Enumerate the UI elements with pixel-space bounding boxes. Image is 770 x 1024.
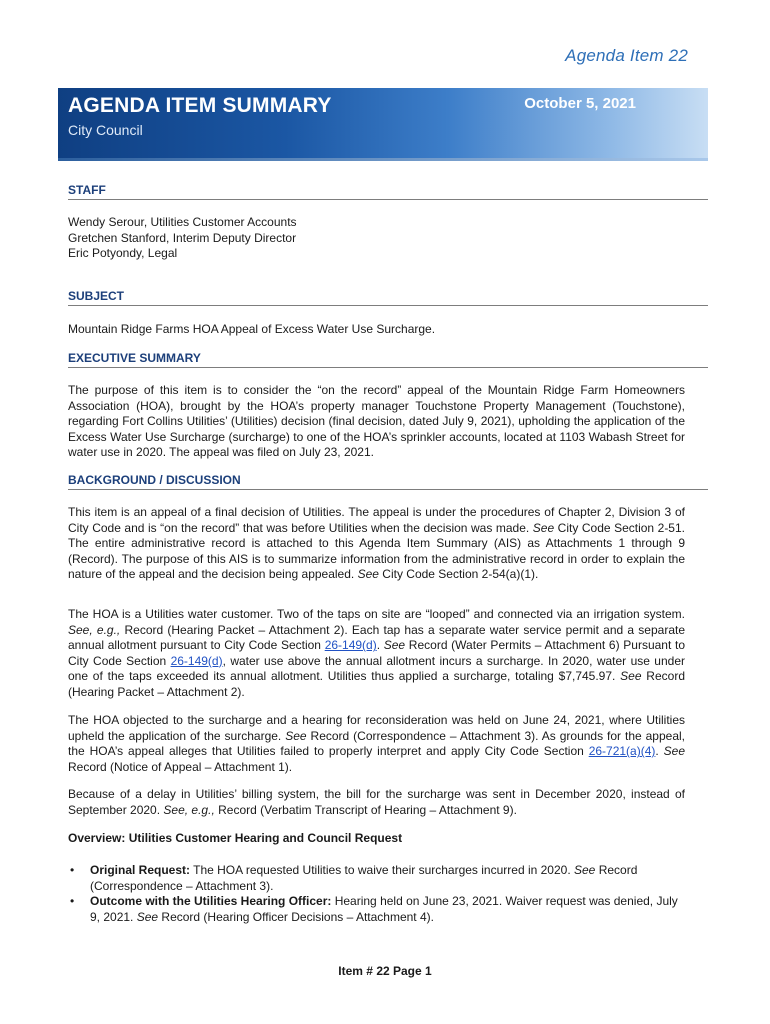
text-run: Record (Hearing Packet – Attachment 2). Each tap has a separate water service permit and a separate annual allotment pursuant to City Code Section (68, 622, 685, 653)
overview-heading: Overview: Utilities Customer Hearing and Council Request (68, 831, 403, 845)
text-run: See (136, 909, 159, 924)
text-run: See, e.g., (163, 802, 215, 817)
executive-summary-heading: EXECUTIVE SUMMARY (68, 351, 708, 368)
text-run: Record (Hearing Packet – Attachment 2). (68, 669, 685, 699)
text-run: This item is an appeal of a final decision of Utilities. The appeal is under the procedures of Chapter 2, Division 3 of City Code and is “on the record” that was before Utilities when the decision was made. (68, 505, 685, 535)
staff-name: Eric Potyondy, Legal (68, 246, 178, 261)
text-run: Record (Water Permits – Attachment 6) Pursuant to City Code Section (68, 638, 685, 668)
text-run: The HOA is a Utilities water customer. Two of the taps on site are “looped” and connected via an irrigation system. (68, 607, 685, 621)
text-run: Record (Correspondence – Attachment 3). (90, 863, 638, 893)
banner-title: AGENDA ITEM SUMMARY (68, 94, 332, 117)
subject-text: Mountain Ridge Farms HOA Appeal of Excess Water Use Surcharge. (68, 322, 436, 336)
staff-name: Gretchen Stanford, Interim Deputy Director (68, 230, 297, 245)
text-run: See (620, 669, 642, 684)
meeting-date: October 5, 2021 (524, 95, 636, 112)
text-run: Record (Correspondence – Attachment 3). As grounds for the appeal, the HOA’s appeal alleges that Utilities failed to properly interpret and apply City Code Section (68, 728, 686, 759)
background-paragraph-3 (68, 713, 685, 775)
text-run: , water use above the annual allotment incurs a surcharge. In 2020, water use under one of the taps exceeded its annual allotment. Utilities thus applied a surcharge, totaling $7,745.97. (68, 653, 685, 684)
text-run: City Code Section 2-51. The entire administrative record is attached to this Agenda Item Summary (AIS) as Attachments 1 through 9 (Record). The purpose of this AIS is to summarize information from the administrative record in order to explain the nature of the appeal and the decision being appealed. (68, 520, 685, 582)
text-run: See, e.g., (68, 622, 121, 637)
city-code-link[interactable]: 26-721(a)(4) (588, 744, 656, 759)
staff-heading: STAFF (68, 183, 708, 200)
executive-summary-text: The purpose of this item is to consider the “on the record” appeal of the Mountain Ridge Farm Homeowners Association (HOA), brought by the HOA’s property manager Touchstone Property Management (Touchstone), regarding Fort Collins Utilities’ (Utilities) decision (final decision, dated July 9, 2021), upholding the application of the Excess Water Use Surcharge (surcharge) to one of the HOA’s sprinkler accounts, located at 1103 Wabash Street for water use in 2020. The appeal was filed on July 23, 2021. (68, 383, 685, 460)
bullet-label: Outcome with the Utilities Hearing Officer: (90, 894, 332, 909)
background-paragraph-2 (68, 607, 685, 701)
background-paragraph-4 (68, 787, 685, 818)
bullet-icon: • (70, 863, 75, 877)
banner-subtitle: City Council (68, 122, 143, 138)
text-run: See (357, 567, 379, 582)
city-code-link[interactable]: 26-149(d) (324, 638, 377, 653)
staff-list (68, 215, 685, 262)
text-run: Hearing held on June 23, 2021. Waiver request was denied, July 9, 2021. (90, 894, 678, 924)
text-run: See (663, 744, 685, 759)
text-run: The HOA requested Utilities to waive their surcharges incurred in 2020. (190, 863, 574, 877)
text-run: Because of a delay in Utilities’ billing system, the bill for the surcharge was sent in December 2020, instead of September 2020. (68, 787, 685, 817)
bullet-icon: • (70, 894, 75, 909)
text-run: See (574, 863, 596, 877)
subject-heading: SUBJECT (68, 289, 708, 306)
text-run: Record (Verbatim Transcript of Hearing – Attachment 9). (214, 802, 517, 817)
text-run: See (383, 638, 406, 653)
city-code-link[interactable]: 26-149(d) (170, 653, 223, 668)
text-run: . (376, 638, 384, 653)
overview-bullet-list (68, 863, 685, 925)
text-run: Record (Notice of Appeal – Attachment 1). (68, 759, 293, 774)
bullet-label: Original Request: (90, 863, 191, 877)
text-run: . (655, 744, 664, 759)
background-heading: BACKGROUND / DISCUSSION (68, 473, 708, 490)
text-run: City Code Section 2-54(a)(1). (378, 567, 539, 582)
text-run: See (532, 520, 555, 535)
agenda-item-label: Agenda Item 22 (565, 46, 688, 65)
text-run: See (285, 728, 307, 743)
text-run: The HOA objected to the surcharge and a hearing for reconsideration was held on June 24, 2021, where Utilities upheld the application of the surcharge. (68, 713, 685, 743)
list-item (68, 863, 685, 894)
background-paragraph-1 (68, 505, 685, 583)
page-footer: Item # 22 Page 1 (338, 964, 432, 978)
summary-banner (58, 88, 708, 158)
staff-name: Wendy Serour, Utilities Customer Accounts (68, 215, 297, 229)
text-run: Record (Hearing Officer Decisions – Attachment 4). (158, 909, 434, 924)
list-item (68, 894, 685, 925)
